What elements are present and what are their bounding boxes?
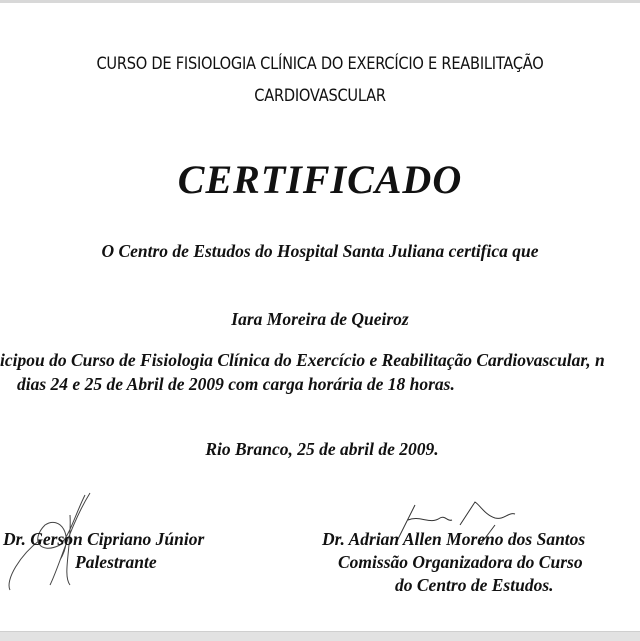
signer-right-name: Dr. Adrian Allen Moreno dos Santos [322, 529, 586, 549]
signer-right-role-line2: do Centro de Estudos. [395, 575, 554, 595]
course-heading-line1: CURSO DE FISIOLOGIA CLÍNICA DO EXERCÍCIO E REABILITAÇÃO [96, 54, 544, 74]
intro-text: O Centro de Estudos do Hospital Santa Juliana certifica que [101, 241, 539, 261]
place-date: Rio Branco, 25 de abril de 2009. [205, 439, 439, 459]
body-line1: icipou do Curso de Fisiologia Clínica do Exercício e Reabilitação Cardiovascular, n [0, 350, 605, 370]
signer-left-name: Dr. Gerson Cipriano Júnior [3, 529, 205, 549]
body-line2: dias 24 e 25 de Abril de 2009 com carga horária de 18 horas. [17, 374, 455, 394]
signer-left-role: Palestrante [75, 552, 157, 572]
signer-right-role-line1: Comissão Organizadora do Curso [338, 552, 583, 572]
scan-border-top [0, 0, 640, 3]
course-heading-line2: CARDIOVASCULAR [254, 86, 386, 106]
certificate-title: CERTIFICADO [177, 157, 463, 202]
recipient-name: Iara Moreira de Queiroz [231, 309, 409, 329]
